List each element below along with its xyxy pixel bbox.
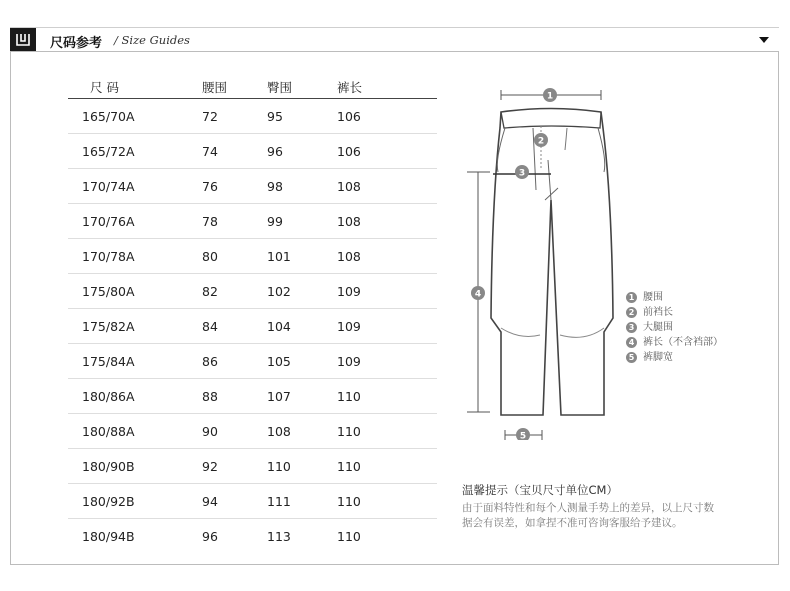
cell-waist: 96 <box>202 528 218 544</box>
legend-number: 4 <box>626 337 637 348</box>
cell-hip: 102 <box>267 274 337 309</box>
column-header-waist: 腰围 <box>202 76 267 99</box>
table-row <box>68 379 437 414</box>
cell-waist: 94 <box>202 484 267 519</box>
cell-hip: 111 <box>267 484 337 519</box>
svg-text:5: 5 <box>519 431 527 440</box>
cell-size: 180/92B <box>68 484 202 519</box>
marker-4 <box>471 286 485 300</box>
cell-length: 110 <box>337 414 437 449</box>
pants-diagram <box>460 80 750 440</box>
cell-length: 110 <box>337 484 437 519</box>
brand-logo <box>10 28 36 52</box>
cell-length: 108 <box>337 169 437 204</box>
section-title: 尺码参考 <box>50 36 103 51</box>
cell-size: 170/78A <box>68 239 202 274</box>
cell-waist: 90 <box>202 414 267 449</box>
marker-3 <box>515 165 529 179</box>
table-row <box>68 414 437 449</box>
cell-hip: 95 <box>267 99 337 134</box>
cell-hip: 107 <box>267 379 337 414</box>
column-header-hip: 臀围 <box>267 76 337 99</box>
cell-waist: 72 <box>202 99 267 134</box>
cell-waist: 78 <box>202 204 267 239</box>
marker-5 <box>516 428 530 440</box>
legend-item <box>626 320 723 335</box>
cell-size: 175/84A <box>68 344 202 379</box>
cell-size: 175/82A <box>68 309 202 344</box>
cell-size: 170/74A <box>68 169 202 204</box>
table-row <box>68 519 437 554</box>
table-row <box>68 449 437 484</box>
table-row <box>68 239 437 274</box>
cell-length: 110 <box>337 379 437 414</box>
legend-number: 1 <box>626 292 637 303</box>
legend-item <box>626 335 723 350</box>
cell-size: 175/80A <box>68 274 202 309</box>
cell-hip: 101 <box>267 239 337 274</box>
table-row <box>68 204 437 239</box>
legend-label: 前裆长 <box>643 307 673 318</box>
cell-length: 106 <box>337 99 437 134</box>
cell-size: 170/76A <box>68 204 202 239</box>
table-row <box>68 484 437 519</box>
cell-length: 109 <box>337 344 437 379</box>
marker-2 <box>534 133 548 147</box>
table-row <box>68 169 437 204</box>
legend-item <box>626 290 723 305</box>
legend-number: 5 <box>626 352 637 363</box>
table-row <box>68 99 437 134</box>
section-header <box>10 27 779 52</box>
table-row <box>68 134 437 169</box>
cell-waist: 86 <box>202 344 267 379</box>
legend-number: 2 <box>626 307 637 318</box>
table-row <box>68 274 437 309</box>
cell-waist: 88 <box>202 379 267 414</box>
svg-text:1: 1 <box>546 91 554 102</box>
cell-size: 180/88A <box>68 414 202 449</box>
legend-label: 腰围 <box>643 292 663 303</box>
cell-waist: 92 <box>202 449 267 484</box>
cell-hip: 98 <box>267 169 337 204</box>
cell-waist: 76 <box>202 169 267 204</box>
tip-body: 由于面料特性和每个人测量手势上的差异，以上尺寸数据会有误差，如拿捏不准可咨询客服给予建议。 <box>462 502 714 529</box>
cell-hip: 110 <box>267 449 337 484</box>
tip-title: 温馨提示（宝贝尺寸单位CM） <box>462 483 618 497</box>
cell-length: 106 <box>337 134 437 169</box>
marker-1 <box>543 88 557 102</box>
cell-size: 165/70A <box>68 99 202 134</box>
legend-item <box>626 305 723 320</box>
cell-size: 180/86A <box>68 379 202 414</box>
svg-text:2: 2 <box>537 136 545 147</box>
cell-hip: 104 <box>267 309 337 344</box>
cell-hip: 105 <box>267 344 337 379</box>
cell-length: 110 <box>337 528 361 544</box>
cell-size: 180/94B <box>82 528 135 544</box>
cell-hip: 99 <box>267 204 337 239</box>
legend-item <box>626 350 723 365</box>
cell-hip: 108 <box>267 414 337 449</box>
column-header-size: 尺 码 <box>68 76 202 99</box>
cell-size: 180/90B <box>68 449 202 484</box>
legend-label: 大腿围 <box>643 322 673 333</box>
cell-hip: 96 <box>267 134 337 169</box>
svg-text:3: 3 <box>518 168 526 179</box>
size-table <box>68 76 437 553</box>
cell-size: 165/72A <box>68 134 202 169</box>
chevron-down-icon[interactable] <box>759 37 769 43</box>
cell-waist: 82 <box>202 274 267 309</box>
cell-length: 109 <box>337 274 437 309</box>
legend-label: 裤脚宽 <box>643 352 673 363</box>
legend-number: 3 <box>626 322 637 333</box>
cell-length: 109 <box>337 309 437 344</box>
table-row <box>68 309 437 344</box>
svg-text:4: 4 <box>474 289 482 300</box>
cell-hip: 113 <box>267 528 291 544</box>
legend-label: 裤长（不含裆部） <box>643 337 723 348</box>
section-subtitle: / Size Guides <box>114 33 190 47</box>
cell-waist: 80 <box>202 239 267 274</box>
column-header-length: 裤长 <box>337 76 437 99</box>
cell-length: 110 <box>337 449 437 484</box>
table-row <box>68 344 437 379</box>
cell-length: 108 <box>337 239 437 274</box>
cell-waist: 84 <box>202 309 267 344</box>
cell-length: 108 <box>337 204 437 239</box>
cell-waist: 74 <box>202 134 267 169</box>
table-header-row <box>68 76 437 99</box>
measurement-legend <box>626 290 723 365</box>
